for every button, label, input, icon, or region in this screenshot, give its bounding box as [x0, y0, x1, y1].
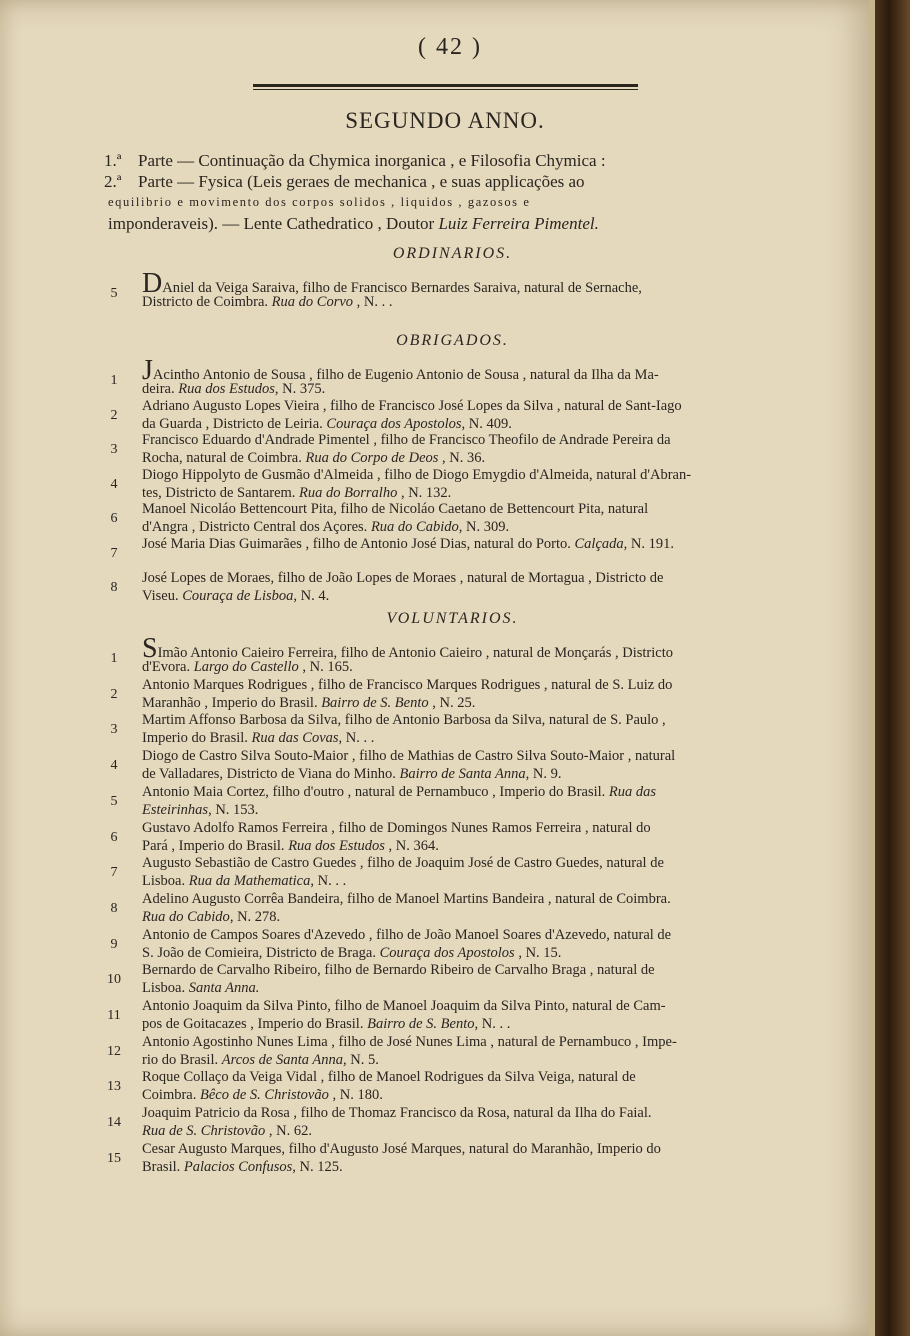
- entry-tail: , N. . .: [353, 294, 393, 310]
- drop-initial: D: [142, 268, 163, 299]
- entry-line-1: [142, 1140, 797, 1159]
- entry-line-2: [142, 1015, 797, 1034]
- entry-address: Esteirinhas: [142, 801, 209, 818]
- entry-tail: , N. 4.: [293, 588, 330, 604]
- entry-text: Francisco Eduardo d'Andrade Pimentel , filho de Francisco Theofilo de Andrade Pereira da: [142, 432, 671, 448]
- entry-number: 11: [107, 1008, 121, 1023]
- entry-line-1: [142, 500, 797, 519]
- entry-tail: , N. 5.: [342, 1051, 379, 1068]
- entry-line-1: [142, 431, 797, 450]
- entry-text: Districto de Coimbra.: [142, 294, 272, 310]
- entry-address: Largo do Castello: [193, 659, 299, 675]
- course-line-3: equilibrio e movimento dos corpos solidos , liquidos , gazosos e: [108, 195, 531, 209]
- entry-number: 2: [110, 686, 118, 702]
- entry-address: Bairro de S. Bento: [367, 1016, 475, 1032]
- entry-address: Rua de S. Christovão: [142, 1123, 266, 1140]
- entry-address: Arcos de Santa Anna: [221, 1051, 343, 1068]
- entry-text: Imão Antonio Caieiro Ferreira, filho de Antonio Caieiro , natural de Monçarás , Districto: [157, 645, 674, 661]
- entry-number: 1: [110, 651, 118, 666]
- entry-number: 6: [110, 829, 118, 845]
- entry-text: rio do Brasil.: [142, 1051, 222, 1068]
- entry-text: Antonio de Campos Soares d'Azevedo , filho de João Manoel Soares d'Azevedo, natural de: [142, 926, 672, 943]
- entry-address: Calçada: [574, 535, 624, 552]
- entry-tail: , N. . .: [310, 873, 347, 890]
- entry-text: Bernardo de Carvalho Ribeiro, filho de Bernardo Ribeiro de Carvalho Braga , natural de: [142, 962, 655, 979]
- entry-address: Rua do Cabido: [142, 908, 230, 925]
- entry-number: 4: [110, 758, 118, 774]
- entry-tail: , N. . .: [338, 730, 375, 747]
- entry-line-2: [142, 1158, 797, 1177]
- section-voluntarios: VOLUNTARIOS.: [386, 610, 519, 627]
- entry-tail: , N. 191.: [623, 535, 675, 552]
- course-line-4: imponderaveis). — Lente Cathedratico , Doutor Luiz Ferreira Pimentel.: [108, 214, 599, 233]
- entry-number: 8: [110, 580, 118, 595]
- entry-text: Cesar Augusto Marques, filho d'Augusto José Marques, natural do Maranhão, Imperio do: [142, 1140, 661, 1157]
- entry-text: pos de Goitacazes , Imperio do Brasil.: [142, 1016, 368, 1032]
- entry-number: 12: [107, 1043, 121, 1059]
- entry-text: S. João de Comieira, Districto de Braga.: [142, 944, 380, 961]
- entry-address: Couraça dos Apostolos: [326, 415, 462, 432]
- entry-line-2: [142, 979, 797, 998]
- entry-address: Rua do Corpo de Deos: [305, 450, 439, 466]
- entry-line-2: [142, 801, 797, 820]
- entry-line-1: [142, 569, 797, 588]
- entry-line-2: [142, 729, 797, 748]
- section-ordinarios: ORDINARIOS.: [392, 245, 513, 262]
- entry-number: 5: [110, 793, 118, 809]
- entry-line-1: [142, 711, 797, 730]
- entry-address: Bairro de S. Bento: [321, 694, 429, 711]
- book-page: ( 42 ) SEGUNDO ANNO. 1.ª Parte — Continuação da Chymica inorganica , e Filosofia Chymica : 2.ª Parte — Fysica (Leis geraes de mechanica , e suas applicações ao equilibrio e movimento dos corpos solidos , liquidos , gazosos e imponderaveis). — Lente Cathedratico , Doutor Luiz Ferreira Pimentel. ORDINARIOS. 5 DAniel da Veiga Saraiva, filho de Francisco Bernardes Saraiva, natural de Sernache, Districto de Coimbra. Rua do Corvo , N. . . OBRIGADOS. 1 JAcintho Antonio de Sousa , filho de Eugenio Antonio de Sousa , natural da Ilha da Ma- deira. Rua dos Estudos, N. 375. 2 Adriano Augusto Lopes Vieira , filho de Francisco José Lopes da Silva , natural de Sant-Iago da Guarda , Districto de Leiria. Couraça dos Apostolos, N. 409. 3 Francisco Eduardo d'Andrade Pimentel , filho de Francisco Theofilo de Andrade Pereira da Rocha, natural de Coimbra. Rua do Corpo de Deos , N. 36. 4 Diogo Hippolyto de Gusmão d'Almeida , filho de Diogo Emygdio d'Almeida, natural d'Abran- tes, Districto de Santarem. Rua do Borralho , N. 132. 6 Manoel Nicoláo Bettencourt Pita, filho de Nicoláo Caetano de Bettencourt Pita, natural d'Angra , Districto Central dos Açores. Rua do Cabido, N. 309. 7 José Maria Dias Guimarães , filho de Antonio José Dias, natural do Porto. Calçada, N. 191. 8 José Lopes de Moraes, filho de João Lopes de Moraes , natural de Mortagua , Districto de Viseu. Couraça de Lisboa, N. 4. VOLUNTARIOS. 1 SImão Antonio Caieiro Ferreira, filho de Antonio Caieiro , natural de Monçarás , Districto d'Evora. Largo do Castello , N. 165. 2 Antonio Marques Rodrigues , filho de Francisco Marques Rodrigues , natural de S. Luiz do Maranhão , Imperio do Brasil. Bairro de S. Bento , N. 25. 3 Martim Affonso Barbosa da Silva, filho de Antonio Barbosa da Silva, natural de S. Paulo , Imperio do Brasil. Rua das Covas, N. . . 4 Diogo de Castro Silva Souto-Maior , filho de Mathias de Castro Silva Souto-Maior , natural de Valladares, Districto de Viana do Minho. Bairro de Santa Anna, N. 9. 5 Antonio Maia Cortez, filho d'outro , natural de Pernambuco , Imperio do Brasil. Rua das Esteirinhas, N. 153. 6 Gustavo Adolfo Ramos Ferreira , filho de Domingos Nunes Ramos Ferreira , natural do Pará , Imperio do Brasil. Rua dos Estudos , N. 364. 7 Augusto Sebastião de Castro Guedes , filho de Joaquim José de Castro Guedes, natural de Lisboa. Rua da Mathematica, N. . . 8 Adelino Augusto Corrêa Bandeira, filho de Manoel Martins Bandeira , natural de Coimbra. Rua do Cabido, N. 278. 9 Antonio de Campos Soares d'Azevedo , filho de João Manoel Soares d'Azevedo, natural de S. João de Comieira, Districto de Braga. Couraça dos Apostolos , N. 15. 10 Bernardo de Carvalho Ribeiro, filho de Bernardo Ribeiro de Carvalho Braga , natural de Lisboa. Santa Anna. 11 Antonio Joaquim da Silva Pinto, filho de Manoel Joaquim da Silva Pinto, natural de Cam- pos de Goitacazes , Imperio do Brasil. Bairro de S. Bento, N. . . 12 Antonio Agostinho Nunes Lima , filho de José Nunes Lima , natural de Pernambuco , Impe- rio do Brasil. Arcos de Santa Anna, N. 5. 13 Roque Collaço da Veiga Vidal , filho de Manoel Rodrigues da Silva Veiga, natural de Coimbra. Bêco de S. Christovão , N. 180. 14 Joaquim Patricio da Rosa , filho de Thomaz Francisco da Rosa, natural da Ilha do Faial. Rua de S. Christovão , N. 62. 15 Cesar Augusto Marques, filho d'Augusto José Marques, natural do Maranhão, Imperio do Brasil. Palacios Confusos, N. 125.: [0, 0, 875, 1336]
- entry-number: 8: [110, 900, 118, 916]
- entry-tail: , N. 409.: [461, 415, 512, 432]
- entry-line-1: [142, 890, 797, 909]
- entry-text: tes, Districto de Santarem.: [142, 484, 300, 501]
- page-number: ( 42 ): [418, 34, 482, 60]
- entry-text: Antonio Agostinho Nunes Lima , filho de José Nunes Lima , natural de Pernambuco , Impe-: [142, 1033, 677, 1050]
- page-title: SEGUNDO ANNO.: [345, 108, 545, 133]
- entry-line-2: [142, 872, 797, 891]
- entry-address: Couraça dos Apostolos: [379, 944, 515, 961]
- drop-initial: J: [142, 355, 153, 386]
- entry-number: 7: [110, 545, 118, 561]
- entry-line-1: [142, 1104, 797, 1123]
- entry-text: Lisboa.: [142, 873, 189, 890]
- entry-number: 9: [110, 936, 118, 952]
- entry-tail: , N. 375.: [274, 381, 326, 397]
- drop-initial: S: [142, 633, 158, 664]
- entry-text: deira.: [142, 381, 179, 397]
- entry-text: Joaquim Patricio da Rosa , filho de Thomaz Francisco da Rosa, natural da Ilha do Faial.: [142, 1105, 652, 1122]
- entry-tail: , N. 15.: [514, 944, 562, 961]
- entry-line-2: [142, 765, 797, 784]
- entry-text: Viseu.: [142, 588, 183, 604]
- entry-number: 1: [110, 373, 118, 388]
- entry-line-1: [142, 819, 797, 838]
- entry-tail: , N. 62.: [265, 1123, 312, 1140]
- entry-text: d'Angra , Districto Central dos Açores.: [142, 519, 371, 535]
- entry-line-2: [142, 293, 797, 312]
- entry-line-1: [142, 961, 797, 980]
- entry-line-1: [142, 747, 797, 766]
- entry-text: Roque Collaço da Veiga Vidal , filho de Manoel Rodrigues da Silva Veiga, natural de: [142, 1069, 636, 1086]
- entry-text: José Maria Dias Guimarães , filho de Antonio José Dias, natural do Porto.: [142, 535, 575, 552]
- entry-text: Aniel da Veiga Saraiva, filho de Francisco Bernardes Saraiva, natural de Sernache,: [162, 280, 642, 296]
- entry-text: Pará , Imperio do Brasil.: [142, 837, 289, 854]
- entry-line-2: [142, 1086, 797, 1105]
- entry-tail: , N. 165.: [298, 659, 353, 675]
- entry-line-1: [142, 997, 797, 1016]
- entry-address: Rua do Corvo: [271, 294, 354, 310]
- entry-tail: , N. 180.: [328, 1087, 383, 1104]
- entry-text: Antonio Maia Cortez, filho d'outro , natural de Pernambuco , Imperio do Brasil.: [142, 783, 609, 800]
- entry-line-1: [142, 466, 797, 485]
- entry-text: Coimbra.: [142, 1087, 200, 1104]
- entry-tail: , N. 364.: [384, 837, 439, 854]
- entry-number: 6: [110, 511, 118, 526]
- entry-text: Antonio Marques Rodrigues , filho de Francisco Marques Rodrigues , natural de S. Luiz do: [142, 676, 673, 693]
- entry-address: Rua dos Estudos: [288, 837, 385, 854]
- entry-address: Bairro de Santa Anna: [399, 766, 526, 783]
- lecturer-name: Luiz Ferreira Pimentel.: [438, 214, 599, 233]
- entry-text: da Guarda , Districto de Leiria.: [142, 415, 327, 432]
- entry-text: Acintho Antonio de Sousa , filho de Eugenio Antonio de Sousa , natural da Ilha da Ma-: [152, 367, 659, 383]
- entry-tail: , N. 132.: [397, 484, 452, 501]
- entry-text: Manoel Nicoláo Bettencourt Pita, filho de Nicoláo Caetano de Bettencourt Pita, natural: [142, 501, 649, 517]
- entry-number: 3: [110, 442, 118, 457]
- entry-address: Rua da Mathematica: [188, 873, 311, 890]
- entry-line-2: [142, 1051, 797, 1070]
- entry-number: 7: [110, 865, 118, 881]
- entry-text: de Valladares, Districto de Viana do Minho.: [142, 766, 400, 783]
- entry-text: d'Evora.: [142, 659, 194, 675]
- entry-text: Adelino Augusto Corrêa Bandeira, filho de Manoel Martins Bandeira , natural de Coimbra.: [142, 890, 671, 907]
- entry-line-1: [142, 783, 797, 802]
- entry-line-1: [142, 854, 797, 873]
- header-rule: [253, 84, 638, 87]
- entry-number: 13: [107, 1079, 121, 1095]
- entry-number: 5: [110, 286, 118, 301]
- entry-line-1: [142, 397, 797, 416]
- entry-line-1: [142, 1068, 797, 1087]
- entry-line-2: [142, 694, 797, 713]
- entry-address: Rua do Cabido: [370, 519, 459, 535]
- book-spine: [875, 0, 910, 1336]
- entry-number: 2: [110, 407, 118, 423]
- entry-number: 14: [107, 1115, 121, 1131]
- entry-line-2: [142, 587, 797, 606]
- entry-address: Couraça de Lisboa: [182, 588, 294, 604]
- entry-line-1: [142, 676, 797, 695]
- entry-text: Antonio Joaquim da Silva Pinto, filho de Manoel Joaquim da Silva Pinto, natural de Cam-: [142, 998, 666, 1014]
- entry-line-2: [142, 658, 797, 677]
- entry-address: Rua do Borralho: [299, 484, 398, 501]
- section-obrigados: OBRIGADOS.: [396, 332, 509, 349]
- entry-text: Rocha, natural de Coimbra.: [142, 450, 306, 466]
- entry-text: Augusto Sebastião de Castro Guedes , filho de Joaquim José de Castro Guedes, natural de: [142, 855, 664, 872]
- entry-text: Diogo de Castro Silva Souto-Maior , filho de Mathias de Castro Silva Souto-Maior , natural: [142, 748, 676, 765]
- entry-tail: , N. 153.: [208, 801, 259, 818]
- entry-tail: , N. 309.: [458, 519, 510, 535]
- entry-address: Palacios Confusos: [183, 1158, 293, 1175]
- entry-text: Imperio do Brasil.: [142, 730, 252, 747]
- entry-text: Gustavo Adolfo Ramos Ferreira , filho de Domingos Nunes Ramos Ferreira , natural do: [142, 819, 651, 836]
- entry-text: Maranhão , Imperio do Brasil.: [142, 694, 322, 711]
- entry-line-2: [142, 837, 797, 856]
- entry-tail: , N. 125.: [292, 1158, 343, 1175]
- entry-text: Brasil.: [142, 1158, 184, 1175]
- entry-text: José Lopes de Moraes, filho de João Lopes de Moraes , natural de Mortagua , Districto de: [142, 570, 664, 586]
- entry-number: 3: [110, 722, 118, 738]
- entry-text: Lisboa.: [142, 980, 189, 997]
- entry-tail: , N. 36.: [438, 450, 486, 466]
- entry-address: Rua das: [608, 783, 657, 800]
- entry-tail: , N. . .: [474, 1016, 511, 1032]
- entry-line-2: [142, 1122, 797, 1141]
- entry-line-1: [142, 1033, 797, 1052]
- entry-text: Martim Affonso Barbosa da Silva, filho de Antonio Barbosa da Silva, natural de S. Paulo ,: [142, 712, 666, 729]
- entry-line-2: [142, 944, 797, 963]
- entry-address: Rua dos Estudos: [178, 381, 275, 397]
- entry-line-1: [142, 535, 797, 554]
- entry-number: 10: [107, 972, 121, 988]
- header-rule-thin: [253, 89, 638, 90]
- entry-tail: , N. 25.: [428, 694, 476, 711]
- entry-number: 15: [107, 1150, 121, 1166]
- entry-number: 4: [110, 476, 118, 492]
- entry-line-2: [142, 908, 797, 927]
- entry-line-1: [142, 926, 797, 945]
- entry-text: Diogo Hippolyto de Gusmão d'Almeida , filho de Diogo Emygdio d'Almeida, natural d'Abran-: [142, 466, 692, 483]
- entry-tail: , N. 9.: [525, 766, 562, 783]
- entry-text: Adriano Augusto Lopes Vieira , filho de Francisco José Lopes da Silva , natural de Sant-Iago: [142, 397, 682, 414]
- entry-tail: , N. 278.: [229, 908, 281, 925]
- entry-address: Rua das Covas: [251, 730, 339, 747]
- entry-address: Bêco de S. Christovão: [200, 1087, 329, 1104]
- entry-address: Santa Anna.: [188, 980, 260, 997]
